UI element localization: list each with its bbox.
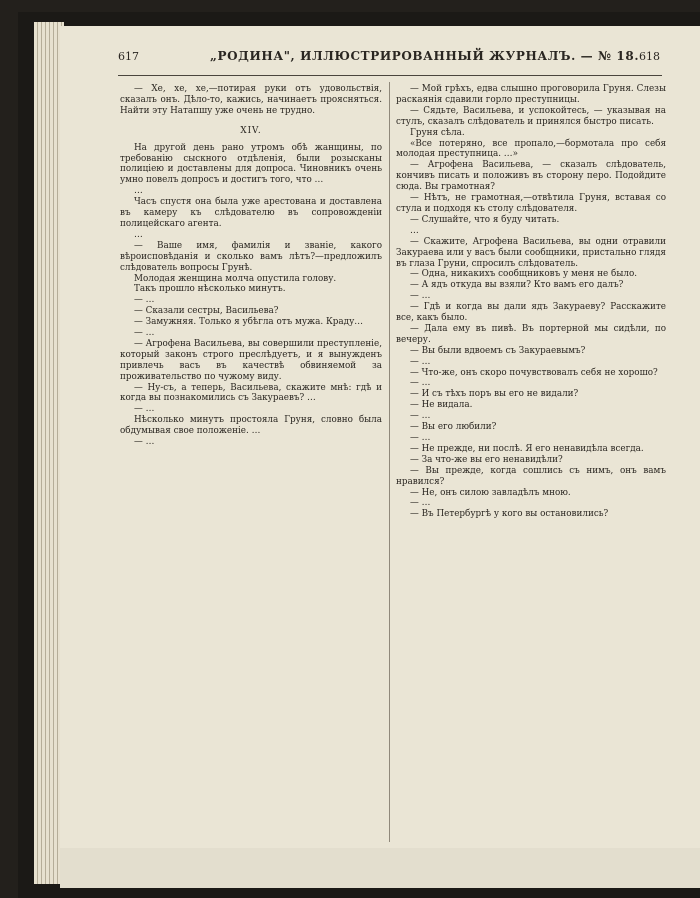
page-number-left: 617 bbox=[118, 50, 139, 63]
paragraph: — Нѣтъ, не грамотная,—отвѣтила Груня, вставая со стула и подходя къ столу слѣдователя. bbox=[396, 193, 666, 214]
paragraph: — Дала ему въ пивѣ. Въ портерной мы сидѣли, по вечеру. bbox=[396, 323, 666, 345]
paragraph: — Вы были вдвоемъ съ Закураевымъ? bbox=[410, 345, 586, 356]
paragraph: — Вы его любили? bbox=[410, 422, 497, 433]
paragraph: — Ваше имя, фамилія и званіе, какого вѣроисповѣданія и сколько вамъ лѣтъ?—предложилъ слѣдователь вопросы Грунѣ. bbox=[120, 240, 382, 273]
paragraph: — Сядьте, Васильева, и успокойтесь, — указывая на стулъ, сказалъ слѣдователь и принялся быстро писать. bbox=[396, 105, 666, 127]
paragraph: — … bbox=[134, 437, 155, 448]
column-divider bbox=[389, 82, 390, 842]
paragraph: — А ядъ откуда вы взяли? Кто вамъ его далъ? bbox=[410, 280, 624, 291]
page-number-right: 618 bbox=[639, 50, 660, 63]
paragraph: — Не видала. bbox=[410, 400, 473, 411]
paragraph: — И съ тѣхъ поръ вы его не видали? bbox=[410, 389, 579, 400]
paragraph: Молодая женщина молча опустила голову. bbox=[134, 273, 337, 284]
paragraph: — … bbox=[134, 295, 155, 306]
paragraph: Часъ спустя она была уже арестована и доставлена въ камеру къ слѣдователю въ сопровожденіи полицейскаго агента. bbox=[120, 197, 382, 229]
paragraph: — … bbox=[410, 356, 431, 367]
bottom-margin bbox=[60, 848, 700, 888]
paragraph: — Не, онъ силою завладѣлъ мною. bbox=[410, 487, 571, 498]
right-column bbox=[396, 84, 666, 520]
paragraph: — Гдѣ и когда вы дали ядъ Закураеву? Расскажите все, какъ было. bbox=[396, 302, 666, 324]
paragraph: — … bbox=[134, 328, 155, 339]
paragraph: — Что-же, онъ скоро почувствовалъ себя не хорошо? bbox=[410, 367, 658, 378]
paragraph: — Мой грѣхъ, едва слышно проговорила Груня. Слезы раскаянія сдавили горло преступницы. bbox=[396, 84, 666, 105]
paragraph: — Одна, никакихъ сообщниковъ у меня не было. bbox=[410, 269, 638, 280]
paragraph: — Замужняя. Только я убѣгла отъ мужа. Краду… bbox=[134, 317, 364, 328]
paragraph: — … bbox=[410, 498, 431, 509]
paragraph: — За что-же вы его ненавидѣли? bbox=[410, 454, 563, 465]
chapter-heading: XIV. bbox=[240, 125, 262, 136]
page-header bbox=[60, 46, 700, 70]
paragraph: Груня сѣла. bbox=[410, 127, 465, 138]
paragraph: Нѣсколько минутъ простояла Груня, словно была обдумывая свое положеніе. … bbox=[120, 415, 382, 437]
paragraph: … bbox=[410, 225, 419, 236]
paragraph: — Сказали сестры, Васильева? bbox=[134, 306, 279, 317]
paragraph: — Слушайте, что я буду читать. bbox=[410, 214, 560, 225]
paragraph: На другой день рано утромъ обѣ жанщины, по требованію сыскного отдѣленія, были розысканы полиціею и доставлены для допроса. Чиновникъ очень умно повелъ допросъ и достигъ того, что … bbox=[120, 142, 382, 186]
paragraph: — … bbox=[134, 404, 155, 415]
paragraph: — … bbox=[410, 378, 431, 389]
paragraph: — … bbox=[410, 291, 431, 302]
paragraph: — Не прежде, ни послѣ. Я его ненавидѣла всегда. bbox=[410, 443, 644, 454]
paragraph: Такъ прошло нѣсколько минутъ. bbox=[134, 284, 286, 295]
paragraph: — … bbox=[410, 411, 431, 422]
paragraph: … bbox=[134, 186, 143, 197]
paragraph: — … bbox=[410, 433, 431, 443]
paragraph: … bbox=[134, 229, 143, 240]
document-page bbox=[60, 26, 700, 888]
paragraph: — Агрофена Васильева, вы совершили преступленіе, который законъ строго преслѣдуетъ, и я вынужденъ привлечь васъ въ качествѣ обвиняемой за проживательство по чужому виду. bbox=[120, 338, 382, 382]
paragraph: «Все потеряно, все пропало,—бормотала про себя молодая преступница. …» bbox=[396, 138, 666, 160]
paragraph: — Вы прежде, когда сошлись съ нимъ, онъ вамъ нравился? bbox=[396, 465, 666, 487]
header-rule bbox=[118, 75, 662, 76]
left-column bbox=[120, 84, 382, 448]
paragraph: — Хе, хе, хе,—потирая руки отъ удовольствія, сказалъ онъ. Дѣло-то, кажись, начинаетъ проясняться. Найти эту Натапшу уже очень не трудно. bbox=[120, 84, 382, 116]
paragraph: — Ну-съ, а теперь, Васильева, скажите мнѣ: гдѣ и когда вы познакомились съ Закураевъ? … bbox=[120, 382, 382, 404]
running-title: „РОДИНА", ИЛЛЮСТРИРОВАННЫЙ ЖУРНАЛЪ. — № 18. bbox=[210, 49, 640, 63]
paragraph: — Въ Петербургѣ у кого вы остановились? bbox=[410, 509, 609, 520]
paragraph: — Скажите, Агрофена Васильева, вы одни отравили Закураева или у васъ были сообщники, пристально глядя въ глаза Груни, спросилъ слѣдователь. bbox=[396, 236, 666, 269]
paragraph: — Агрофена Васильева, — сказалъ слѣдователь, кончивъ писать и положивъ въ сторону перо. Подойдите сюда. Вы грамотная? bbox=[396, 160, 666, 193]
